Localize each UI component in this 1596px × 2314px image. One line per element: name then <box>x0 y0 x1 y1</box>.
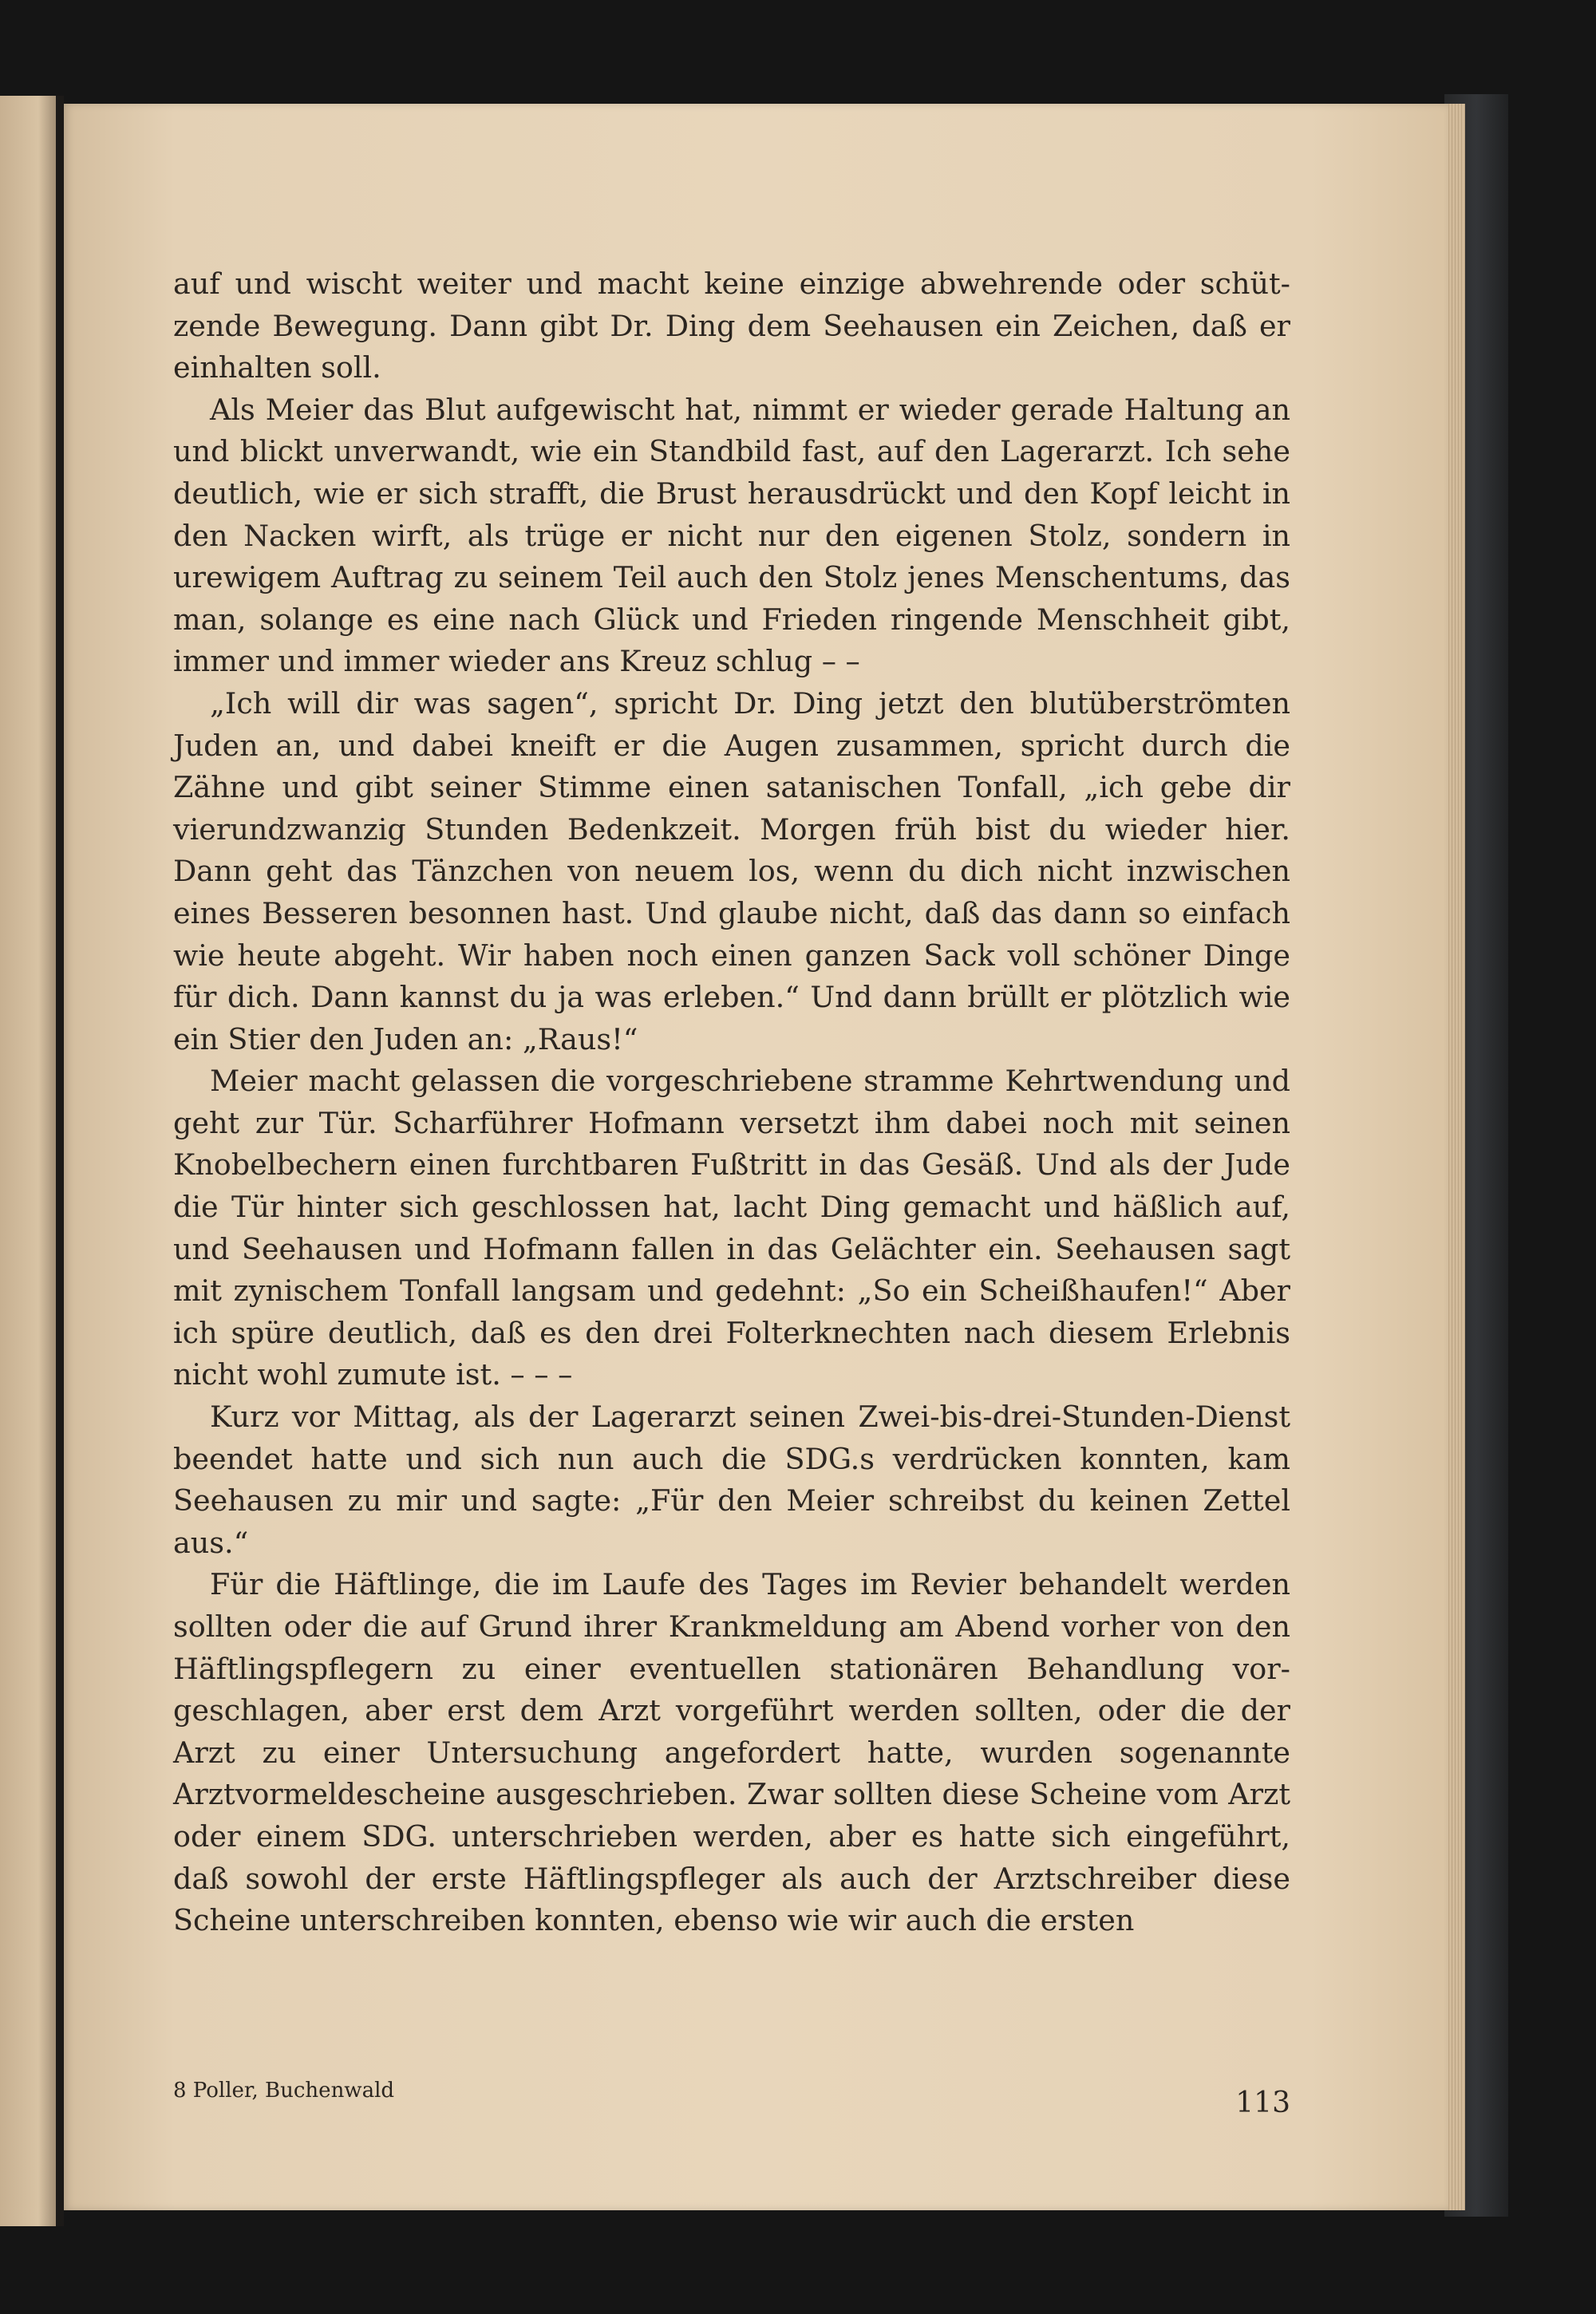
paragraph-3: „Ich will dir was sagen“, spricht Dr. Ding jetzt den blutüberströmten Juden an, und dabei kneift er die Augen zusammen, spricht durch die Zähne und gibt seiner Stimme einen satanischen Tonfall, „ich gebe dir vierundzwanzig Stunden Bedenkzeit. Morgen früh bist du wieder hier. Dann geht das Tänzchen von neuem los, wenn du dich nicht inzwischen eines Besseren besonnen hast. Und glaube nicht, daß das dann so einfach wie heute abgeht. Wir haben noch einen ganzen Sack voll schöner Dinge für dich. Dann kannst du ja was erleben.“ Und dann brüllt er plötzlich wie ein Stier den Juden an: „Raus!“ <box>173 685 1290 1056</box>
book-page <box>64 104 1448 2210</box>
left-page-edge <box>0 96 64 2226</box>
paragraph-1: auf und wischt weiter und macht keine einzige abwehrende oder schützende Bewegung. Dann gibt Dr. Ding dem Seehausen ein Zeichen, daß er einhalten soll. <box>173 267 1290 385</box>
paragraph-4: Meier macht gelassen die vorgeschriebene stramme Kehrtwendung und geht zur Tür. Scharführer Hofmann versetzt ihm dabei noch mit seinen Knobelbechern einen furchtbaren Fußtritt in das Gesäß. Und als der Jude die Tür hinter sich geschlossen hat, lacht Ding gemacht und häßlich auf, und Seehausen und Hofmann fallen in das Gelächter ein. Seehausen sagt mit zynischem Tonfall langsam und gedehnt: „So ein Scheißhaufen!“ Aber ich spüre deutlich, daß es den drei Folterknechten nach diesem Erlebnis nicht wohl zumute ist. – – – <box>173 1064 1290 1392</box>
printer-signature: 8 Poller, Buchenwald <box>173 2079 395 2103</box>
body-text <box>173 263 1290 1942</box>
paragraph-6: Für die Häftlinge, die im Laufe des Tages im Revier behandelt werden sollten oder die auf Grund ihrer Krankmeldung am Abend vorher von den Häftlingspflegern zu einer eventuellen stationären Behandlung vorgeschlagen, aber erst dem Arzt vorgeführt werden sollten, oder die der Arzt zu einer Untersuchung angefordert hatte, wurden sogenannte Arztvormeldescheine ausgeschrieben. Zwar sollten diese Scheine vom Arzt oder einem SDG. unterschrieben werden, aber es hatte sich eingeführt, daß sowohl der erste Häftlingspfleger als auch der Arztschreiber diese Scheine unterschreiben konnten, ebenso wie wir auch die ersten <box>173 1567 1290 1938</box>
page-number: 113 <box>1235 2087 1290 2119</box>
page-footer <box>173 2079 1290 2126</box>
paragraph-2: Als Meier das Blut aufgewischt hat, nimmt er wieder gerade Haltung an und blickt unverwandt, wie ein Standbild fast, auf den Lagerarzt. Ich sehe deutlich, wie er sich strafft, die Brust herausdrückt und den Kopf leicht in den Nacken wirft, als trüge er nicht nur den eigenen Stolz, sondern in urewigem Auftrag zu seinem Teil auch den Stolz jenes Menschentums, das man, solange es eine nach Glück und Frieden ringende Menschheit gibt, immer und immer wieder ans Kreuz schlug – – <box>173 392 1290 679</box>
book-spine-gap <box>56 96 64 2226</box>
paragraph-5: Kurz vor Mittag, als der Lagerarzt seinen Zwei-bis-drei-Stunden-Dienst beendet hatte und sich nun auch die SDG.s verdrücken konnten, kam Seehausen zu mir und sagte: „Für den Meier schreibst du keinen Zettel aus.“ <box>173 1400 1290 1560</box>
